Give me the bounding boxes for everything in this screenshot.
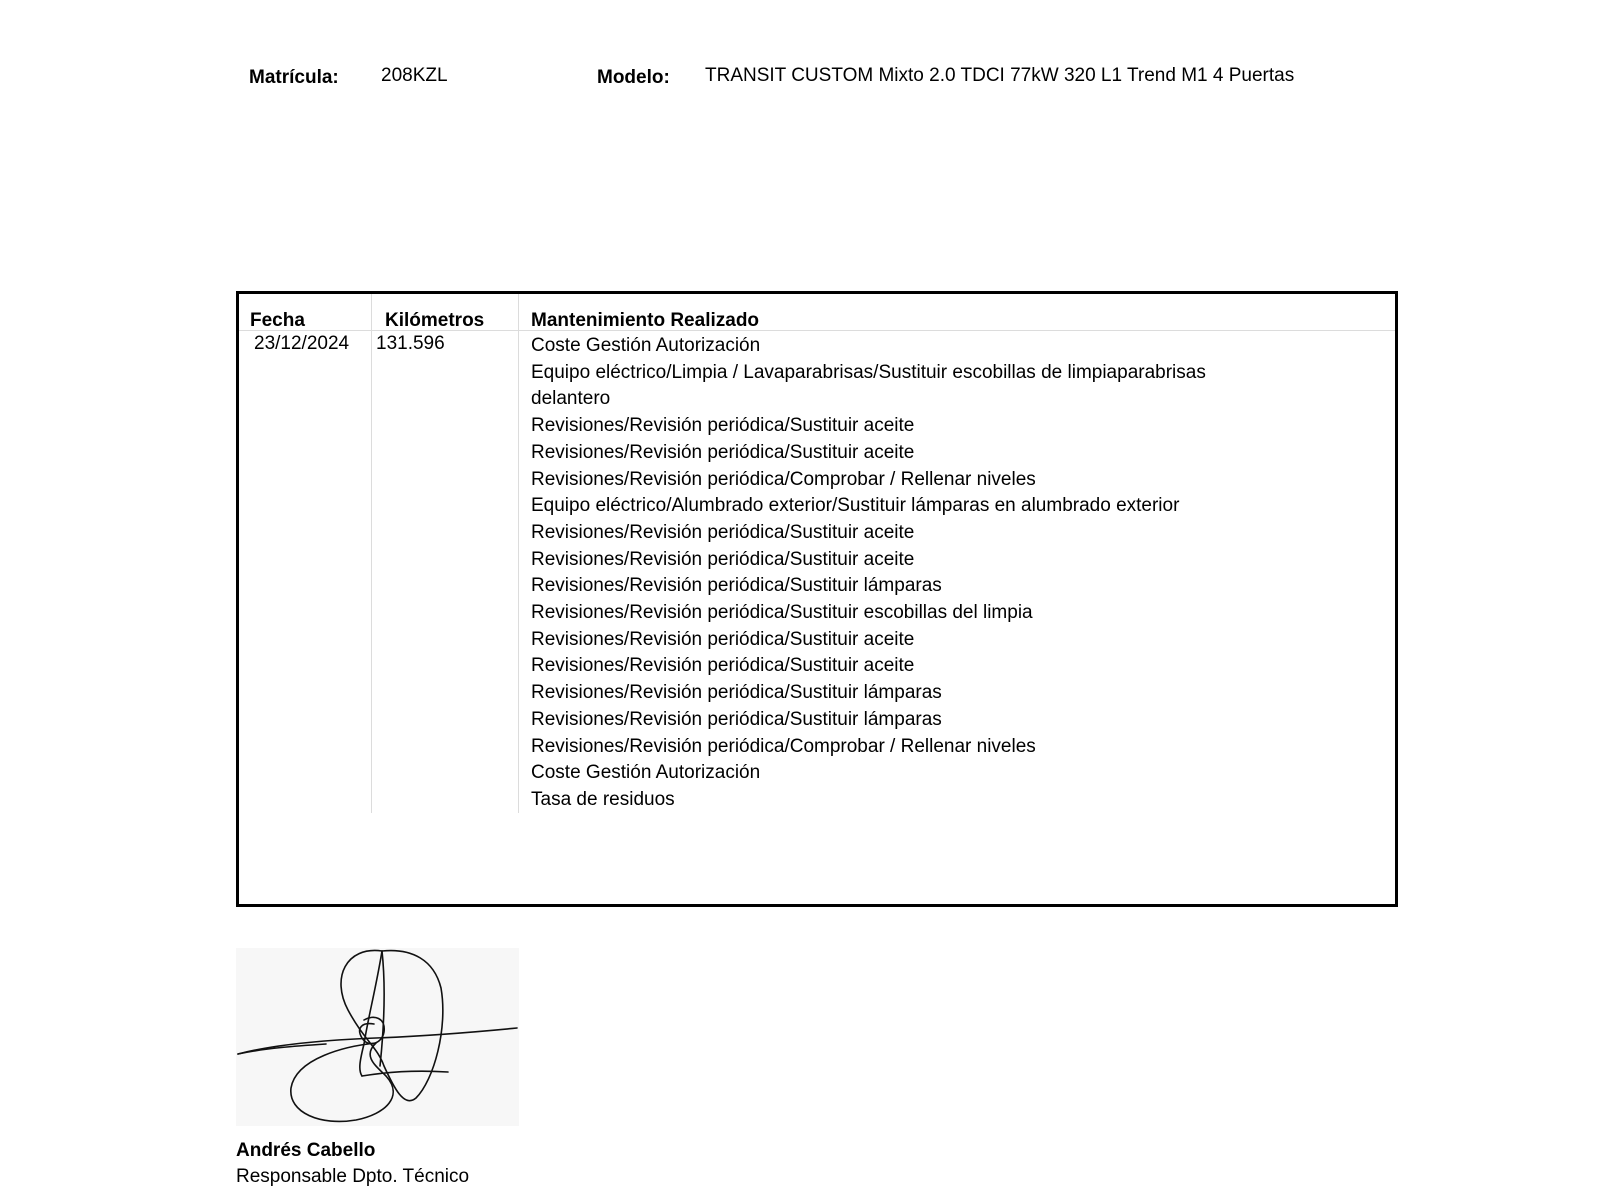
signature-image (236, 948, 519, 1126)
matricula-label: Matrícula: (249, 67, 339, 88)
signer-role: Responsable Dpto. Técnico (236, 1166, 470, 1187)
header-fecha: Fecha (250, 310, 305, 331)
maintenance-item: Revisiones/Revisión periódica/Comprobar / Rellenar niveles (531, 735, 1036, 757)
row-kilometros: 131.596 (376, 333, 445, 354)
maintenance-item: Revisiones/Revisión periódica/Sustituir aceite (531, 628, 915, 650)
maintenance-table (236, 291, 1398, 907)
maintenance-item: Revisiones/Revisión periódica/Sustituir aceite (531, 441, 915, 463)
modelo-value: TRANSIT CUSTOM Mixto 2.0 TDCI 77kW 320 L1 Trend M1 4 Puertas (705, 65, 1295, 86)
column-divider (518, 294, 519, 813)
maintenance-item: Equipo eléctrico/Limpia / Lavaparabrisas/Sustituir escobillas de limpiaparabrisas delantero (531, 361, 1206, 410)
maintenance-item: Revisiones/Revisión periódica/Sustituir aceite (531, 415, 915, 437)
maintenance-item: Revisiones/Revisión periódica/Comprobar / Rellenar niveles (531, 468, 1036, 490)
maintenance-item: Revisiones/Revisión periódica/Sustituir aceite (531, 655, 915, 677)
maintenance-item: Revisiones/Revisión periódica/Sustituir aceite (531, 548, 915, 570)
column-divider (371, 294, 372, 813)
matricula-value: 208KZL (381, 65, 448, 86)
signer-name: Andrés Cabello (236, 1140, 376, 1161)
maintenance-items (531, 333, 1251, 814)
row-fecha: 23/12/2024 (254, 333, 350, 354)
header-kilometros: Kilómetros (385, 310, 485, 331)
maintenance-item: Revisiones/Revisión periódica/Sustituir lámparas (531, 708, 942, 730)
maintenance-item: Tasa de residuos (531, 788, 675, 810)
maintenance-item: Revisiones/Revisión periódica/Sustituir lámparas (531, 575, 942, 597)
maintenance-item: Equipo eléctrico/Alumbrado exterior/Sustituir lámparas en alumbrado exterior (531, 495, 1180, 517)
maintenance-item: Coste Gestión Autorización (531, 762, 761, 784)
header-mantenimiento: Mantenimiento Realizado (531, 310, 760, 331)
maintenance-item: Revisiones/Revisión periódica/Sustituir escobillas del limpia (531, 602, 1033, 624)
maintenance-item: Revisiones/Revisión periódica/Sustituir aceite (531, 521, 915, 543)
maintenance-item: Revisiones/Revisión periódica/Sustituir lámparas (531, 682, 942, 704)
modelo-label: Modelo: (597, 67, 670, 88)
maintenance-item: Coste Gestión Autorización (531, 335, 761, 356)
